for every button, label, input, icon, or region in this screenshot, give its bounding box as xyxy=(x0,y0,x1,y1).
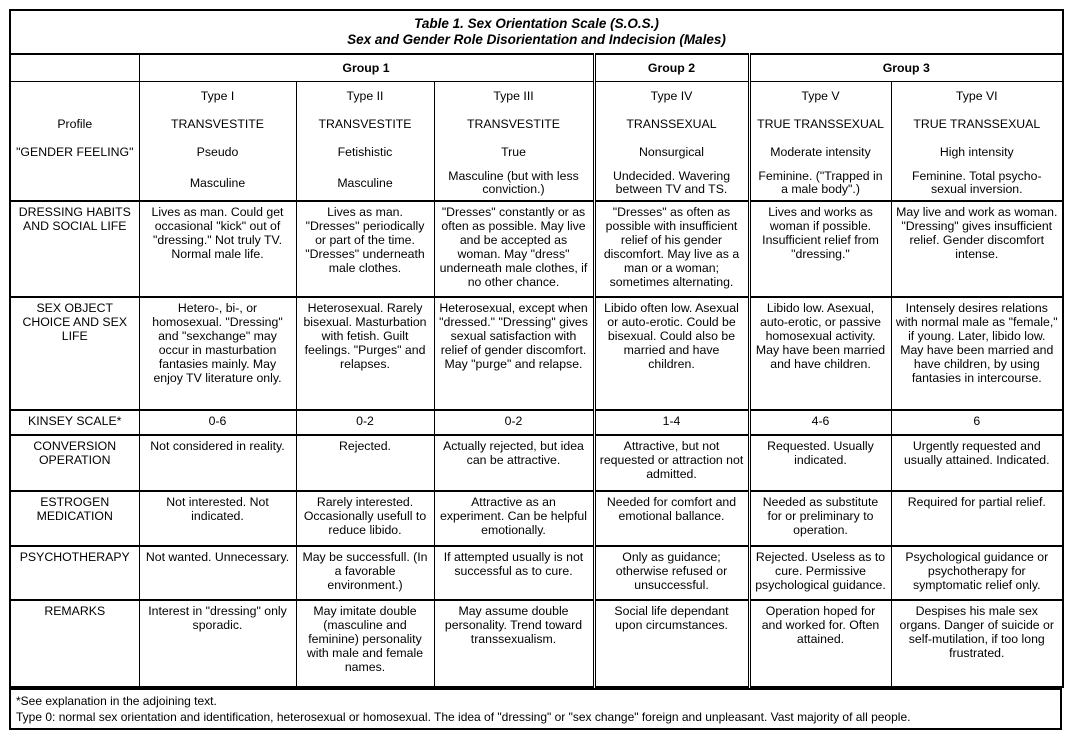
title-line-1: Table 1. Sex Orientation Scale (S.O.S.) xyxy=(414,16,659,31)
footnote-type-0: Type 0: normal sex orientation and identification, heterosexual or homosexual. The idea of "dressing" or "sex change" foreign and unpleasant. Vast majority of all people. xyxy=(16,710,911,724)
table-cell: 0-6 xyxy=(139,410,296,435)
table-cell: Lives as man. Could get occasional "kick" out of "dressing." Not truly TV. Normal male life. xyxy=(139,201,296,297)
sos-table-container xyxy=(9,9,1062,730)
row-label: CONVERSION OPERATION xyxy=(10,435,139,491)
table-row xyxy=(10,546,1063,600)
type-descriptor: Feminine. ("Trapped in a male body".) xyxy=(758,169,883,196)
table-cell: Rejected. Useless as to cure. Permissive psychological guidance. xyxy=(749,546,891,600)
table-cell: Required for partial relief. xyxy=(891,491,1063,546)
type-descriptor: Feminine. Total psycho-sexual inversion. xyxy=(911,169,1042,196)
table-cell: Requested. Usually indicated. xyxy=(749,435,891,491)
table-cell: "Dresses" constantly or as often as possible. May live and be accepted as woman. May "dress" underneath male clothes, if no other chance. xyxy=(434,201,594,297)
table-cell: Not interested. Not indicated. xyxy=(139,491,296,546)
profile-label xyxy=(15,166,135,194)
gender-feeling: Pseudo xyxy=(196,144,239,159)
gender-feeling: Moderate intensity xyxy=(770,144,871,159)
type-name: Type III xyxy=(493,88,534,103)
row-label: DRESSING HABITS AND SOCIAL LIFE xyxy=(10,201,139,297)
table-cell: Not considered in reality. xyxy=(139,435,296,491)
row-label: REMARKS xyxy=(10,600,139,687)
type-name: Type IV xyxy=(650,88,693,103)
type-header-cell xyxy=(891,82,1063,202)
table-cell: Attractive, but not requested or attraction not admitted. xyxy=(594,435,749,491)
table-cell: Not wanted. Unnecessary. xyxy=(139,546,296,600)
table-cell: Attractive as an experiment. Can be helpful emotionally. xyxy=(434,491,594,546)
table-cell: Intensely desires relations with normal male as "female," if young. Later, libido low. May have been married and have children, by using fantasies in intercourse. xyxy=(891,297,1063,410)
table-cell: Urgently requested and usually attained. Indicated. xyxy=(891,435,1063,491)
table-cell: Lives and works as woman if possible. Insufficient relief from "dressing." xyxy=(749,201,891,297)
gender-feeling: True xyxy=(501,144,526,159)
title-row xyxy=(10,10,1063,54)
row-label: SEX OBJECT CHOICE AND SEX LIFE xyxy=(10,297,139,410)
table-cell: Libido low. Asexual, auto-erotic, or passive homosexual activity. May have been married and have children. xyxy=(749,297,891,410)
title-line-2: Sex and Gender Role Disorientation and Indecision (Males) xyxy=(347,32,726,47)
table-cell: Heterosexual. Rarely bisexual. Masturbation with fetish. Guilt feelings. "Purges" and relapses. xyxy=(296,297,434,410)
table-cell: 6 xyxy=(891,410,1063,435)
type-header-cell xyxy=(434,82,594,202)
table-row xyxy=(10,410,1063,435)
gender-feeling: Fetishistic xyxy=(337,144,393,159)
table-cell: May imitate double (masculine and feminine) personality with male and female names. xyxy=(296,600,434,687)
table-row xyxy=(10,435,1063,491)
sex-orientation-scale-table xyxy=(9,9,1064,688)
table-cell: Needed for comfort and emotional ballance. xyxy=(594,491,749,546)
profile-row xyxy=(10,82,1063,202)
table-cell: 0-2 xyxy=(296,410,434,435)
table-cell: Despises his male sex organs. Danger of suicide or self-mutilation, if too long frustrated. xyxy=(891,600,1063,687)
profile-label: "GENDER FEELING" xyxy=(16,144,134,159)
type-header-cell xyxy=(749,82,891,202)
gender-feeling: High intensity xyxy=(939,144,1014,159)
table-cell: 1-4 xyxy=(594,410,749,435)
table-cell: Libido often low. Asexual or auto-erotic. Could be bisexual. Could also be married and have children. xyxy=(594,297,749,410)
group-3-header: Group 3 xyxy=(749,54,1063,82)
type-descriptor: Masculine xyxy=(337,175,393,190)
type-name: Type I xyxy=(200,88,235,103)
group-row xyxy=(10,54,1063,82)
table-cell: May live and work as woman. "Dressing" gives insufficient relief. Gender discomfort intense. xyxy=(891,201,1063,297)
footnote-kinsey: *See explanation in the adjoining text. xyxy=(16,694,217,708)
table-cell: Rarely interested. Occasionally usefull to reduce libido. xyxy=(296,491,434,546)
row-label: PSYCHOTHERAPY xyxy=(10,546,139,600)
table-cell: Interest in "dressing" only sporadic. xyxy=(139,600,296,687)
group-2-header: Group 2 xyxy=(594,54,749,82)
table-cell: "Dresses" as often as possible with insufficient relief of his gender discomfort. May live as a man or a woman; sometimes alternating. xyxy=(594,201,749,297)
type-header-cell xyxy=(296,82,434,202)
footnotes xyxy=(10,689,1061,729)
table-cell: Actually rejected, but idea can be attractive. xyxy=(434,435,594,491)
table-cell: 0-2 xyxy=(434,410,594,435)
table-row xyxy=(10,297,1063,410)
table-cell: Needed as substitute for or preliminary to operation. xyxy=(749,491,891,546)
table-cell: If attempted usually is not successful as to cure. xyxy=(434,546,594,600)
type-name: Type VI xyxy=(955,88,998,103)
type-name: Type II xyxy=(346,88,384,103)
table-cell: 4-6 xyxy=(749,410,891,435)
table-cell: Lives as man. "Dresses" periodically or part of the time. "Dresses" underneath male clothes. xyxy=(296,201,434,297)
type-category: TRANSSEXUAL xyxy=(626,116,717,131)
table-cell: Rejected. xyxy=(296,435,434,491)
type-descriptor: Masculine (but with less conviction.) xyxy=(448,169,579,196)
type-category: TRANSVESTITE xyxy=(467,116,560,131)
type-category: TRANSVESTITE xyxy=(318,116,412,131)
type-descriptor: Masculine xyxy=(189,175,246,190)
table-cell: Hetero-, bi-, or homosexual. "Dressing" and "sexchange" may occur in masturbation fantasies mainly. May enjoy TV literature only. xyxy=(139,297,296,410)
table-cell: Social life dependant upon circumstances. xyxy=(594,600,749,687)
profile-label-cell xyxy=(10,82,139,202)
group-1-header: Group 1 xyxy=(139,54,594,82)
table-cell: Heterosexual, except when "dressed." "Dressing" gives sexual satisfaction with relief of gender discomfort. May "purge" and relapse. xyxy=(434,297,594,410)
type-descriptor: Undecided. Wavering between TV and TS. xyxy=(612,169,731,196)
table-title xyxy=(10,10,1063,54)
row-label: ESTROGEN MEDICATION xyxy=(10,491,139,546)
type-category: TRUE TRANSSEXUAL xyxy=(757,116,884,131)
type-header-cell xyxy=(594,82,749,202)
table-cell: Only as guidance; otherwise refused or unsuccessful. xyxy=(594,546,749,600)
gender-feeling: Nonsurgical xyxy=(639,144,704,159)
empty-corner-cell xyxy=(10,54,139,82)
profile-label xyxy=(15,82,135,110)
table-row xyxy=(10,201,1063,297)
type-header-cell xyxy=(139,82,296,202)
table-cell: Operation hoped for and worked for. Often attained. xyxy=(749,600,891,687)
table-cell: Psychological guidance or psychotherapy for symptomatic relief only. xyxy=(891,546,1063,600)
table-row xyxy=(10,491,1063,546)
table-row xyxy=(10,600,1063,687)
table-cell: May assume double personality. Trend toward transsexualism. xyxy=(434,600,594,687)
profile-label: Profile xyxy=(57,116,93,131)
type-category: TRANSVESTITE xyxy=(171,116,264,131)
type-name: Type V xyxy=(801,88,840,103)
table-cell: May be successfull. (In a favorable environment.) xyxy=(296,546,434,600)
type-category: TRUE TRANSSEXUAL xyxy=(913,116,1041,131)
row-label: KINSEY SCALE* xyxy=(10,410,139,435)
